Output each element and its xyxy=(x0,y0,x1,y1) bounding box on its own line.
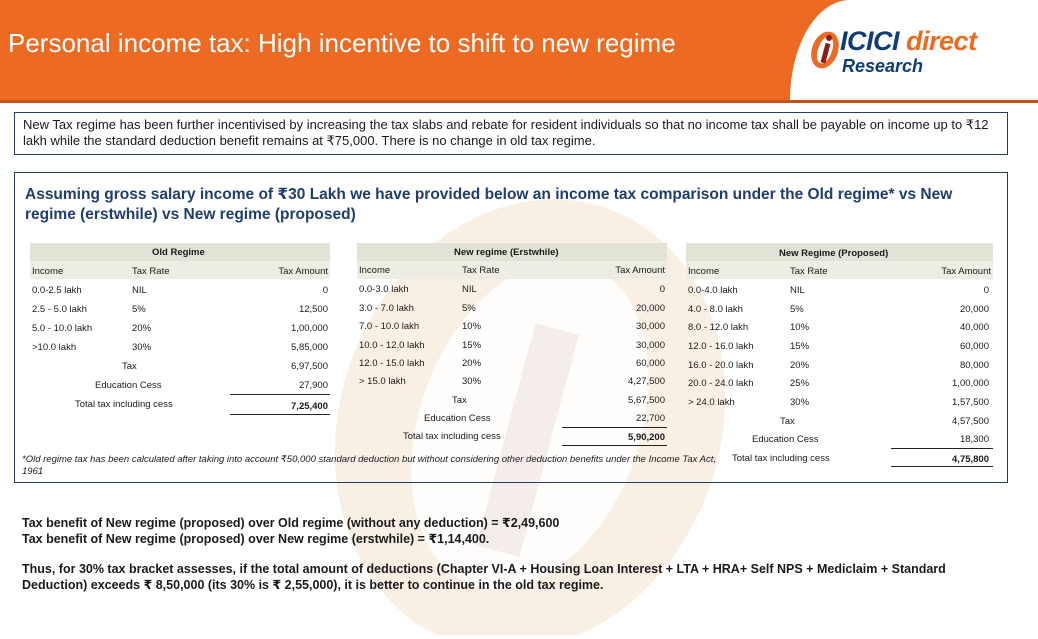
table-cell: 0.0-3.0 lakh xyxy=(359,284,409,295)
logo xyxy=(790,0,1038,100)
intro-box xyxy=(14,112,1008,155)
col-income: Income xyxy=(688,266,720,277)
table-cell: 10% xyxy=(462,321,482,332)
total-rule xyxy=(562,427,667,428)
erstwhile-regime-table xyxy=(357,243,667,448)
tax-label: Tax xyxy=(122,361,137,372)
table-cell: 4,27,500 xyxy=(628,376,665,387)
table-cell: 16.0 - 20.0 lakh xyxy=(688,360,754,371)
col-amount: Tax Amount xyxy=(615,265,665,276)
table-cell: 20% xyxy=(790,360,810,371)
table-cell: 0 xyxy=(983,285,989,296)
table-cell: 4.0 - 8.0 lakh xyxy=(688,304,743,315)
table-cell: 12.0 - 16.0 lakh xyxy=(688,341,754,352)
summary-block xyxy=(22,515,1012,593)
total-rule xyxy=(230,394,330,395)
total-rule xyxy=(891,448,993,449)
table-cell: 8.0 - 12.0 lakh xyxy=(688,322,749,333)
col-rate: Tax Rate xyxy=(132,266,170,277)
table-cell: 60,000 xyxy=(635,358,665,369)
table-cell: 1,00,000 xyxy=(291,323,328,334)
total-label: Total tax including cess xyxy=(732,453,830,464)
tax-value: 4,57,500 xyxy=(952,416,989,427)
table-cell: 5% xyxy=(790,304,804,315)
comparison-heading: Assuming gross salary income of ₹30 Lakh we have provided below an income tax comparison under the Old regime* vs New regime (erstwhile) vs New regime (proposed) xyxy=(25,186,953,223)
table-cell: 30% xyxy=(462,376,482,387)
cess-label: Education Cess xyxy=(424,413,491,424)
col-income: Income xyxy=(32,266,64,277)
table-cell: 1,00,000 xyxy=(952,378,989,389)
table-cell: 25% xyxy=(790,378,810,389)
table-cell: 20% xyxy=(132,323,152,334)
table-cell: 5% xyxy=(132,304,146,315)
table-cell: 30,000 xyxy=(635,321,665,332)
col-rate: Tax Rate xyxy=(790,266,828,277)
table-cell: 0 xyxy=(659,284,665,295)
page-title: Personal income tax: High incentive to shift to new regime xyxy=(8,28,676,58)
table-cell: 2.5 - 5.0 lakh xyxy=(32,304,87,315)
tax-value: 6,97,500 xyxy=(291,361,328,372)
table-cell: 20% xyxy=(462,358,482,369)
cess-label: Education Cess xyxy=(95,380,162,391)
tax-value: 5,67,500 xyxy=(628,395,665,406)
table-cell: 15% xyxy=(790,341,810,352)
logo-subtitle: Research xyxy=(842,56,924,76)
old-regime-table xyxy=(30,243,330,418)
col-amount: Tax Amount xyxy=(941,266,991,277)
table-cell: 5% xyxy=(462,303,476,314)
cess-value: 27,900 xyxy=(298,380,328,391)
table-cell: 30,000 xyxy=(635,340,665,351)
total-label: Total tax including cess xyxy=(75,399,173,410)
summary-line: Tax benefit of New regime (proposed) over New regime (erstwhile) = ₹1,14,400. xyxy=(22,532,490,546)
table-cell: NIL xyxy=(462,284,477,295)
col-rate: Tax Rate xyxy=(462,265,500,276)
table-cell: 10.0 - 12.0 lakh xyxy=(359,340,425,351)
total-rule xyxy=(230,414,330,415)
icici-logo-icon xyxy=(808,29,842,71)
table-cell: >10.0 lakh xyxy=(32,342,77,353)
table-cell: > 15.0 lakh xyxy=(359,376,406,387)
table-cell: 80,000 xyxy=(959,360,989,371)
col-income: Income xyxy=(359,265,391,276)
table-cell: 12,500 xyxy=(298,304,328,315)
summary-line: Tax benefit of New regime (proposed) over Old regime (without any deduction) = ₹2,49,600 xyxy=(22,516,560,530)
proposed-regime-table xyxy=(686,243,993,468)
table-cell: 30% xyxy=(790,397,810,408)
table-cell: 5.0 - 10.0 lakh xyxy=(32,323,93,334)
total-label: Total tax including cess xyxy=(403,431,501,442)
table-cell: 7.0 - 10.0 lakh xyxy=(359,321,420,332)
table-cell: 0.0-4.0 lakh xyxy=(688,285,738,296)
table-cell: 40,000 xyxy=(959,322,989,333)
table-title: New regime (Erstwhile) xyxy=(454,247,559,258)
table-cell: 12.0 - 15.0 lakh xyxy=(359,358,425,369)
table-cell: > 24.0 lakh xyxy=(688,397,735,408)
total-value: 7,25,400 xyxy=(291,401,328,412)
total-value: 4,75,800 xyxy=(952,454,989,465)
summary-conclusion: Thus, for 30% tax bracket assesses, if the total amount of deductions (Chapter VI-A + Housing Loan Interest + LTA + HRA+ Self NPS + Mediclaim + Standard Deduction) exceeds ₹ 8,50,000 (its 30% is ₹ 2,55,000), it is better to continue in the old tax regime. xyxy=(22,562,946,592)
header-divider xyxy=(0,100,1038,103)
tax-label: Tax xyxy=(452,395,467,406)
cess-value: 18,300 xyxy=(959,434,989,445)
table-cell: NIL xyxy=(132,285,147,296)
table-cell: 15% xyxy=(462,340,482,351)
table-cell: 20,000 xyxy=(635,303,665,314)
table-cell: 0.0-2.5 lakh xyxy=(32,285,82,296)
table-cell: 1,57,500 xyxy=(952,397,989,408)
cess-value: 22,700 xyxy=(635,413,665,424)
table-cell: 5,85,000 xyxy=(291,342,328,353)
tax-label: Tax xyxy=(780,416,795,427)
logo-wordmark: ICICI direct xyxy=(840,26,977,56)
table-title: Old Regime xyxy=(152,247,205,258)
total-value: 5,90,200 xyxy=(628,432,665,443)
intro-text: New Tax regime has been further incentivised by increasing the tax slabs and rebate for resident individuals so that no income tax shall be payable on income up to ₹12 lakh while the standard deduction benefit remains at ₹75,000. There is no change in old tax regime. xyxy=(23,117,989,148)
table-cell: NIL xyxy=(790,285,805,296)
table-cell: 0 xyxy=(322,285,328,296)
footnote: *Old regime tax has been calculated after taking into account ₹50,000 standard deduction but without considering other deduction benefits under the Income Tax Act, 1961 xyxy=(22,454,717,477)
table-cell: 30% xyxy=(132,342,152,353)
table-cell: 20,000 xyxy=(959,304,989,315)
col-amount: Tax Amount xyxy=(278,266,328,277)
header-bar xyxy=(0,0,1038,100)
table-cell: 60,000 xyxy=(959,341,989,352)
total-rule xyxy=(562,445,667,446)
table-cell: 10% xyxy=(790,322,810,333)
table-cell: 20.0 - 24.0 lakh xyxy=(688,378,754,389)
table-cell: 3.0 - 7.0 lakh xyxy=(359,303,414,314)
cess-label: Education Cess xyxy=(752,434,819,445)
total-rule xyxy=(891,466,993,467)
table-title: New Regime (Proposed) xyxy=(779,248,889,259)
